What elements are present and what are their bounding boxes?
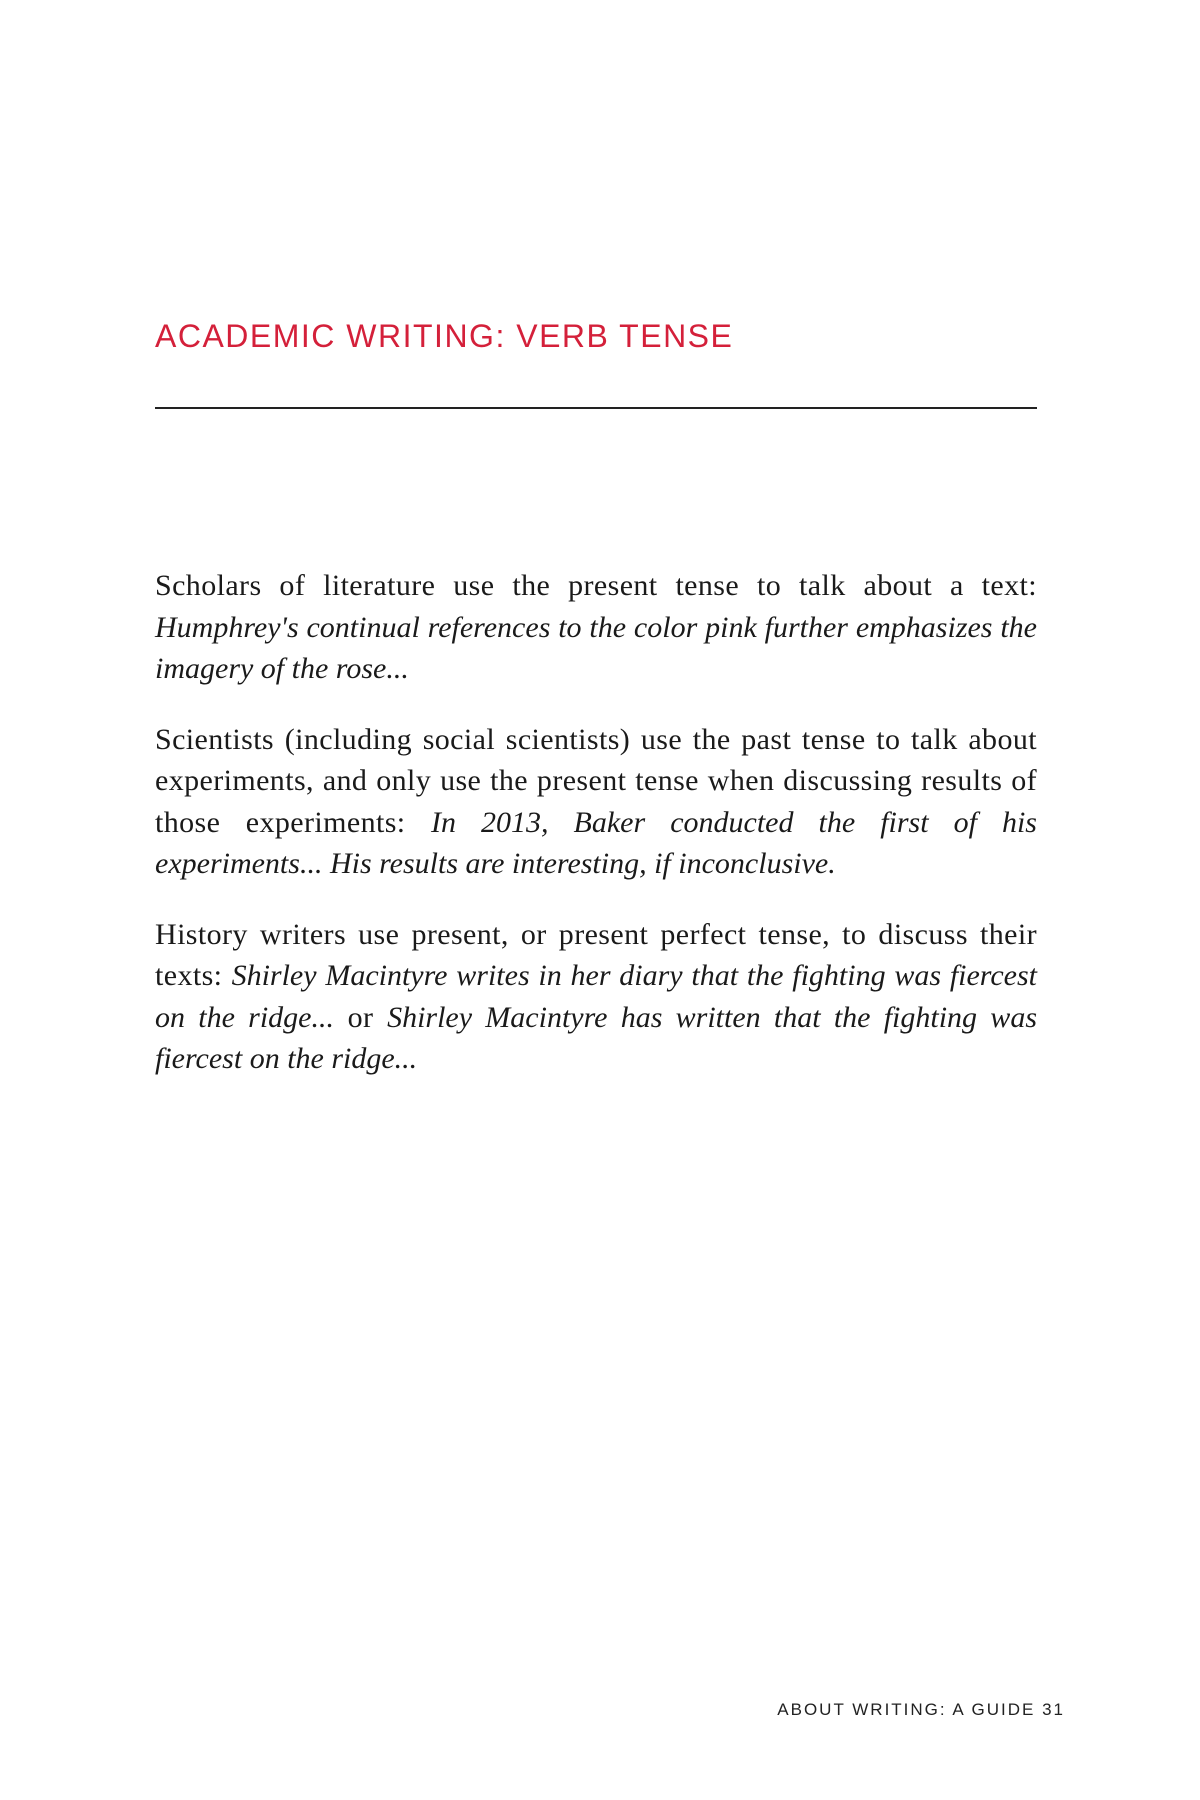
paragraph-intro: History writers use present, or present perfect tense, to discuss their texts: (155, 917, 1037, 992)
connector-text: or (333, 1000, 388, 1034)
running-footer: ABOUT WRITING: A GUIDE 31 (777, 1700, 1065, 1719)
paragraph-science (155, 719, 1037, 885)
example-quote: Humphrey's continual references to the color pink further emphasizes the imagery of the rose... (155, 610, 1037, 685)
paragraph-intro: Scientists (including social scientists) use the past tense to talk about experiments, and only use the present tense when discussing results of those experiments: (155, 722, 1037, 839)
body-text (155, 565, 1037, 1109)
paragraph-literature (155, 565, 1037, 690)
page-title: ACADEMIC WRITING: VERB TENSE (155, 318, 734, 354)
paragraph-intro: Scholars of literature use the present tense to talk about a text: (155, 569, 1037, 602)
example-quote: Shirley Macintyre has written that the fighting was fiercest on the ridge... (155, 1000, 1037, 1075)
title-divider (155, 407, 1037, 409)
example-quote: In 2013, Baker conducted the first of his experiments... His results are interesting, if inconclusive. (155, 805, 1037, 880)
paragraph-history (155, 914, 1037, 1080)
example-quote: Shirley Macintyre writes in her diary that the fighting was fiercest on the ridge... (155, 959, 1038, 1034)
